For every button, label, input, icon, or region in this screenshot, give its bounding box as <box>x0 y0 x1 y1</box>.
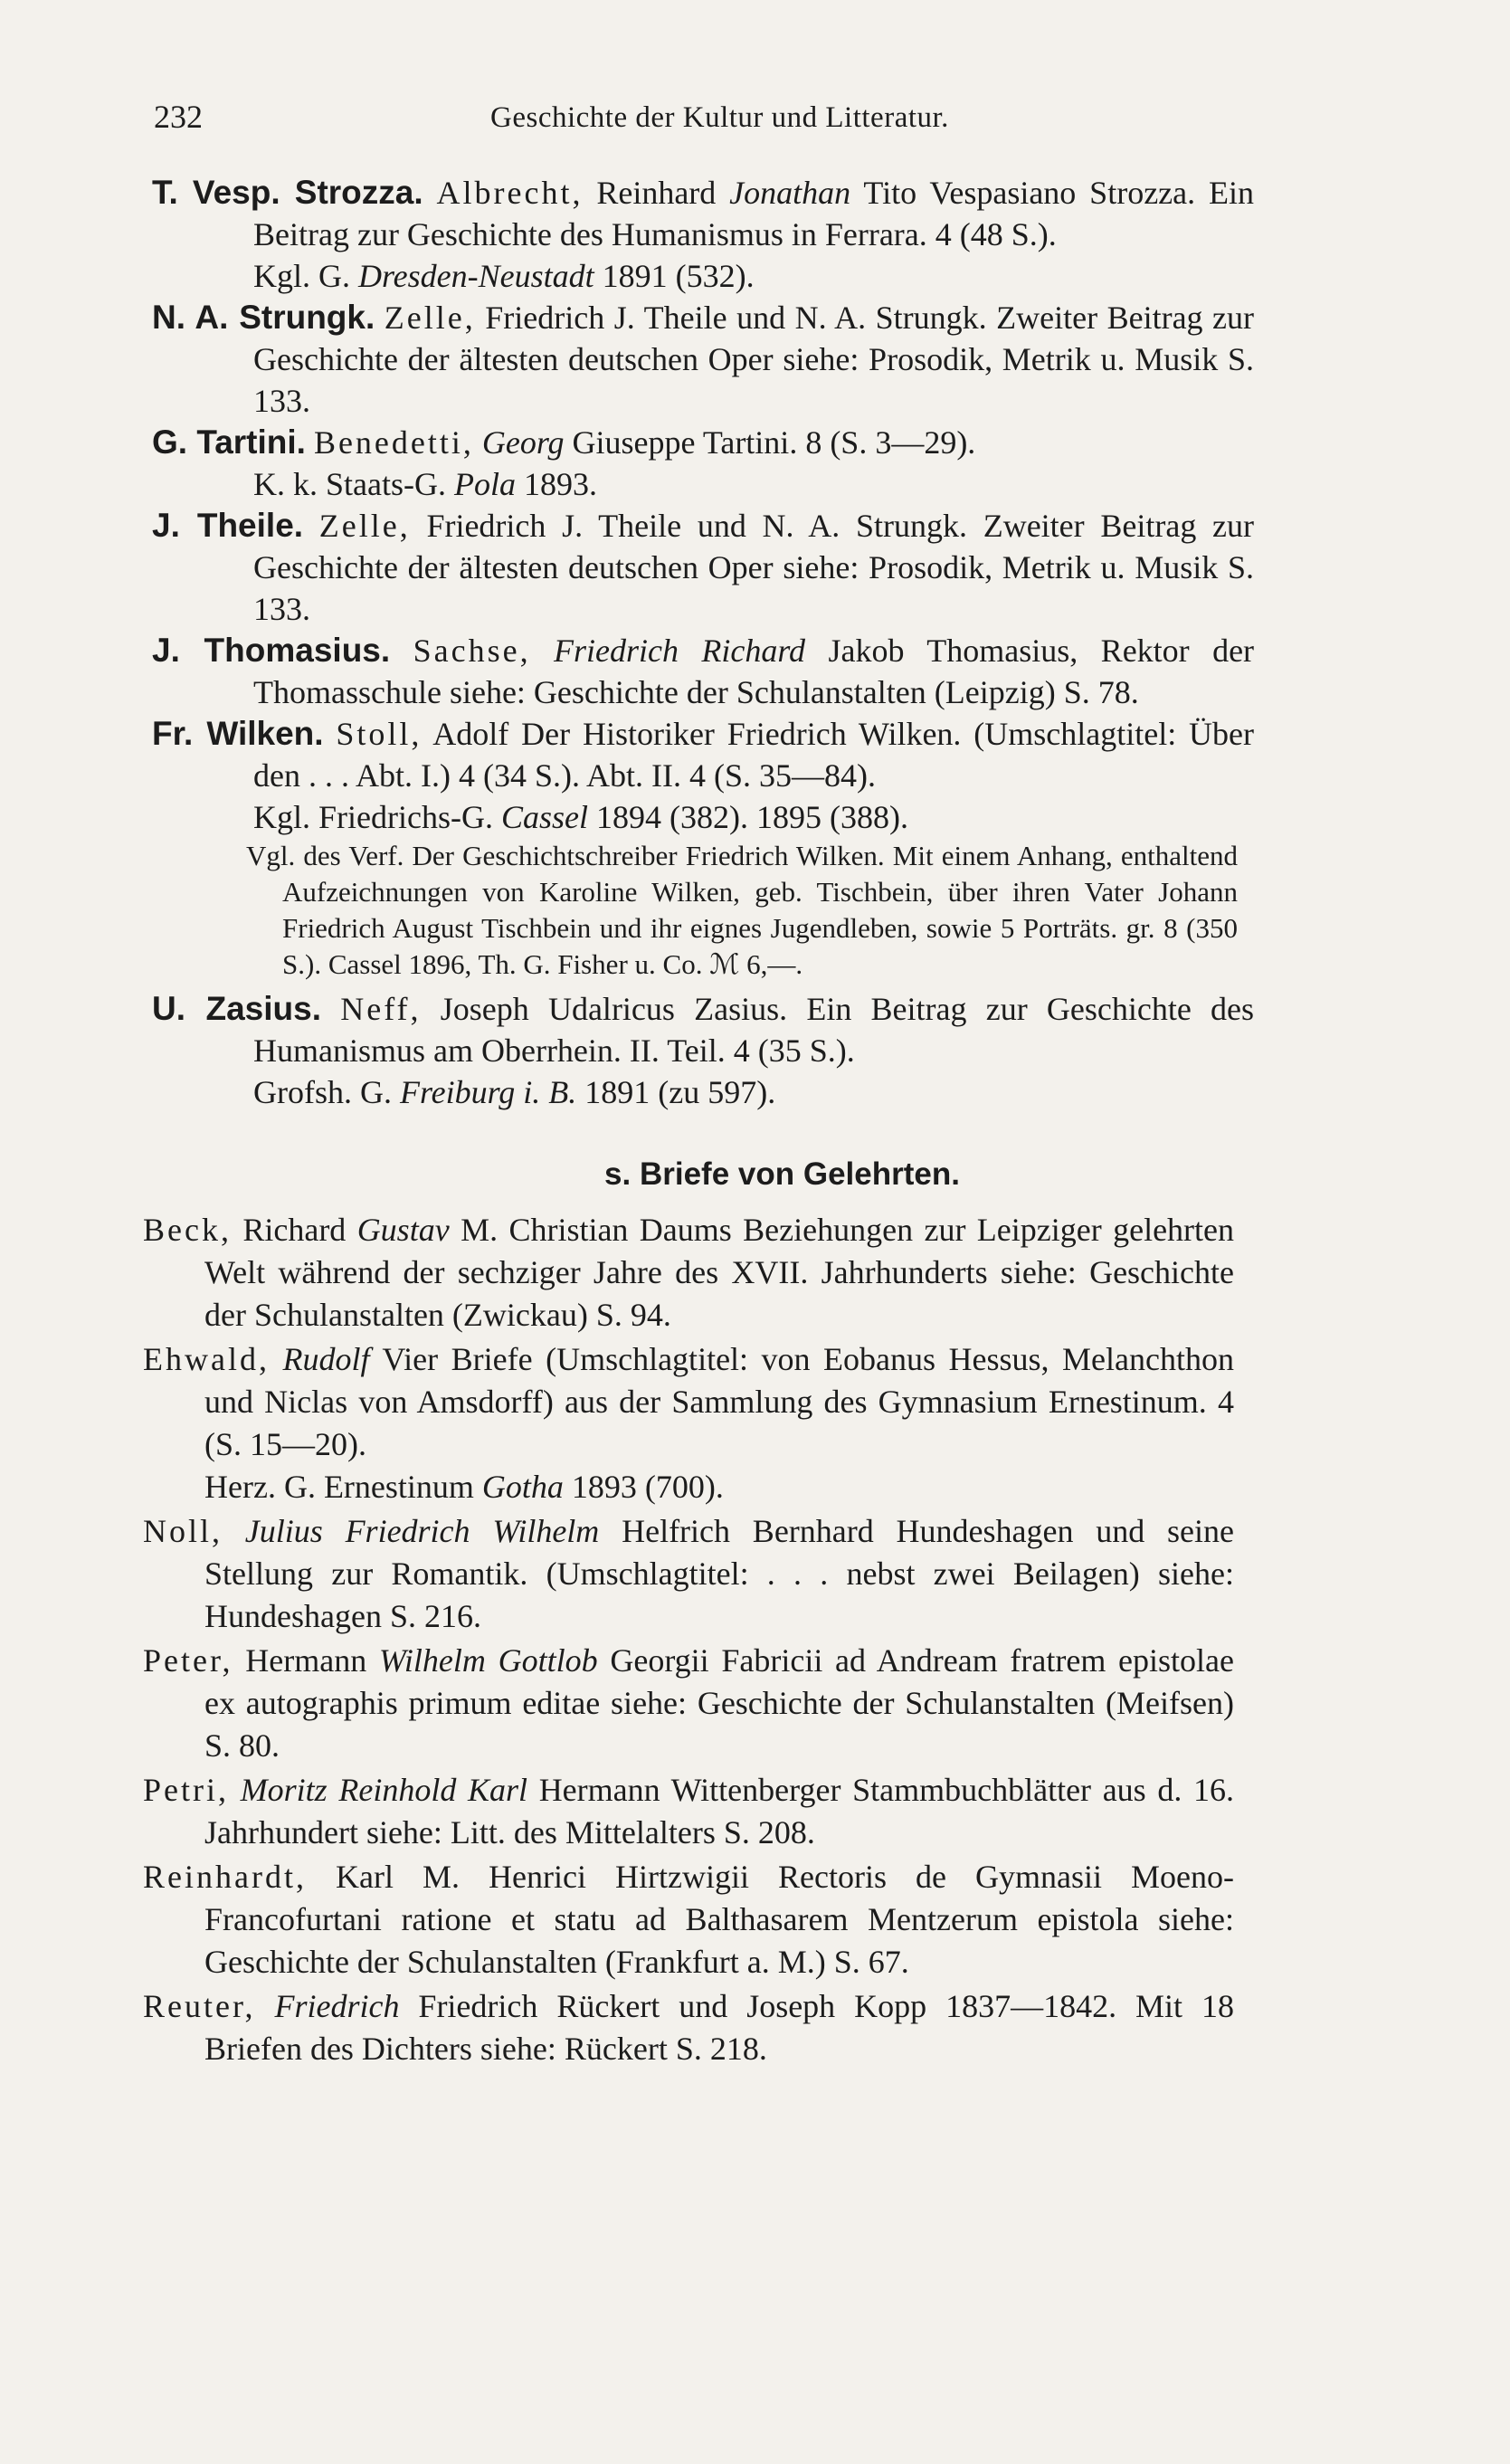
library-year: 1894 (382). 1895 (388). <box>595 799 908 835</box>
library-name: Grofsh. G. <box>253 1074 392 1110</box>
letter-name: Hermann <box>245 1642 367 1679</box>
entry-body: Zasius. Ein Beitrag zur Geschichte des Humanismus am Oberrhein. II. Teil. 4 (35 S.). <box>253 991 1255 1069</box>
bibliography-entry <box>152 172 1254 297</box>
entry-subject: J. Theile. <box>152 507 304 544</box>
letter-library <box>204 1466 1359 1508</box>
letter-text: M. Christian Daums Beziehungen zur Leipziger gelehrten Welt während der sechziger Jahre des XVII. Jahrhunderts siehe: Geschichte der Schulanstalten (Zwickau) S. 94. <box>204 1212 1235 1333</box>
library-name: Kgl. G. <box>253 258 350 294</box>
library-name: Herz. G. Ernestinum <box>204 1469 474 1505</box>
letter-entry <box>143 1510 1235 1638</box>
entry-author: Stoll, <box>336 716 423 752</box>
letter-name-italic: Gustav <box>356 1212 450 1248</box>
entry-body: Giuseppe Tartini. 8 (S. 3—29). <box>572 424 976 461</box>
entry-author: Sachse, <box>413 633 531 669</box>
letter-text: M. Henrici Hirtzwigii Rectoris de Gymnasii Moeno-Francofurtani ratione et statu ad Balthasarem Mentzerum epistola siehe: Geschichte der Schulanstalten (Frankfurt a. M.) S. 67. <box>204 1859 1234 1980</box>
entry-author: Neff, <box>340 991 422 1027</box>
library-city: Freiburg i. B. <box>399 1074 577 1110</box>
letter-author: Petri, <box>143 1772 229 1808</box>
entry-library <box>253 463 1254 505</box>
entry-subject: J. Thomasius. <box>152 632 391 669</box>
library-city: Gotha <box>481 1469 564 1505</box>
entry-name: Friedrich J. Theile und N. A. Strungk. Zweiter Beitrag zur Geschichte der ältesten deutschen Oper siehe: Prosodik, Metrik u. Musik S. 133. <box>253 300 1255 419</box>
entry-subject: N. A. Strungk. <box>152 299 375 336</box>
letter-entry <box>143 1640 1235 1767</box>
letter-name: Richard <box>242 1212 347 1248</box>
letter-name-italic: Julius Friedrich Wilhelm <box>244 1513 600 1549</box>
letter-author: Reuter, <box>143 1988 256 2024</box>
running-title: Geschichte der Kultur und Litteratur. <box>490 101 949 134</box>
entry-subject: Fr. Wilken. <box>152 715 324 752</box>
entry-body: Tito Vespasiano Strozza. Ein Beitrag zur Geschichte des Humanismus in Ferrara. 4 (48 S.). <box>253 175 1254 252</box>
entry-library <box>253 1071 1254 1113</box>
section-heading: s. Briefe von Gelehrten. <box>604 1156 960 1192</box>
entry-subject: U. Zasius. <box>152 990 321 1027</box>
library-year: 1891 (532). <box>602 258 755 294</box>
letter-name-italic: Friedrich <box>274 1988 400 2024</box>
entry-name-italic: Friedrich Richard <box>554 633 806 669</box>
library-name: Kgl. Friedrichs-G. <box>253 799 493 835</box>
library-city: Pola <box>453 466 516 502</box>
bibliography-entry <box>152 505 1255 630</box>
letter-entry <box>143 1209 1235 1337</box>
letter-text: Georgii Fabricii ad Andream fratrem epistolae ex autographis primum editae siehe: Geschichte der Schulanstalten (Meifsen) S. 80. <box>204 1642 1235 1764</box>
entry-name: Reinhard <box>596 175 717 211</box>
letter-name-italic: Rudolf <box>282 1341 370 1377</box>
letter-text: Hermann Wittenberger Stammbuchblätter aus d. 16. Jahrhundert siehe: Litt. des Mittelalters S. 208. <box>204 1772 1235 1850</box>
entry-body: Der Historiker Friedrich Wilken. (Umschlagtitel: Über den . . . Abt. I.) 4 (34 S.). Abt. II. 4 (S. 35—84). <box>253 716 1255 794</box>
page-number: 232 <box>154 99 203 135</box>
page-header <box>154 98 1366 143</box>
library-city: Dresden-Neustadt <box>358 258 594 294</box>
library-year: 1893. <box>523 466 597 502</box>
entry-author: Zelle, <box>318 508 411 544</box>
letter-author: Ehwald, <box>143 1341 270 1377</box>
letter-entry <box>143 1856 1234 1984</box>
letter-name-italic: Moritz Reinhold Karl <box>240 1772 528 1808</box>
bibliography-entry <box>152 630 1255 713</box>
letter-text: Friedrich Rückert und Joseph Kopp 1837—1842. Mit 18 Briefen des Dichters siehe: Rückert S. 218. <box>204 1988 1234 2067</box>
entry-author: Zelle, <box>384 300 476 336</box>
entry-name-italic: Jonathan <box>729 175 851 211</box>
letter-entry <box>143 1769 1235 1854</box>
entry-author: Benedetti, <box>313 424 474 461</box>
library-year: 1893 (700). <box>571 1469 724 1505</box>
bibliography-entry <box>152 422 1254 505</box>
entry-name: Joseph Udalricus <box>440 991 675 1027</box>
letter-text: Vier Briefe (Umschlagtitel: von Eobanus Hessus, Melanchthon und Niclas von Amsdorff) aus der Sammlung des Gymnasium Ernestinum. 4 (S. 15—20). <box>204 1341 1234 1462</box>
letter-author: Beck, <box>143 1212 232 1248</box>
letter-entry <box>143 1338 1234 1508</box>
library-year: 1891 (zu 597). <box>584 1074 776 1110</box>
entry-subject: T. Vesp. Strozza. <box>152 174 423 211</box>
entry-note: Vgl. des Verf. Der Geschichtschreiber Friedrich Wilken. Mit einem Anhang, enthaltend Aufzeichnungen von Karoline Wilken, geb. Tischbein, über ihren Vater Johann Friedrich August Tischbein und ihr eignes Jugendleben, sowie 5 Porträts. gr. 8 (350 S.). Cassel 1896, Th. G. Fisher u. Co. ℳ 6,—. <box>246 840 1238 980</box>
letter-author: Peter, <box>143 1642 233 1679</box>
entry-body: Jakob Thomasius, Rektor der Thomasschule siehe: Geschichte der Schulanstalten (Leipzig) S. 78. <box>253 633 1255 710</box>
letter-entry <box>143 1985 1234 2070</box>
entry-name: Friedrich J. Theile und N. A. Strungk. Zweiter Beitrag zur Geschichte der ältesten deutschen Oper siehe: Prosodik, Metrik u. Musik S. 133. <box>253 508 1255 627</box>
entry-library <box>253 796 1254 838</box>
page-content <box>0 172 1510 2072</box>
letter-author: Noll, <box>143 1513 223 1549</box>
entry-author: Albrecht, <box>436 175 584 211</box>
letter-author: Reinhardt, <box>143 1859 307 1895</box>
bibliography-entry <box>152 713 1255 838</box>
entry-name-italic: Georg <box>481 424 565 461</box>
letter-name: Karl <box>336 1859 394 1895</box>
entry-name: Adolf <box>432 716 509 752</box>
library-city: Cassel <box>500 799 588 835</box>
letter-text: Helfrich Bernhard Hundeshagen und seine Stellung zur Romantik. (Umschlagtitel: . . . nebst zwei Beilagen) siehe: Hundeshagen S. 216. <box>204 1513 1235 1634</box>
bibliography-entry <box>152 988 1255 1113</box>
library-name: K. k. Staats-G. <box>253 466 446 502</box>
bibliography-entry <box>152 297 1255 422</box>
entry-library <box>253 255 1254 297</box>
letter-name-italic: Wilhelm Gottlob <box>378 1642 598 1679</box>
entry-subject: G. Tartini. <box>152 423 306 461</box>
